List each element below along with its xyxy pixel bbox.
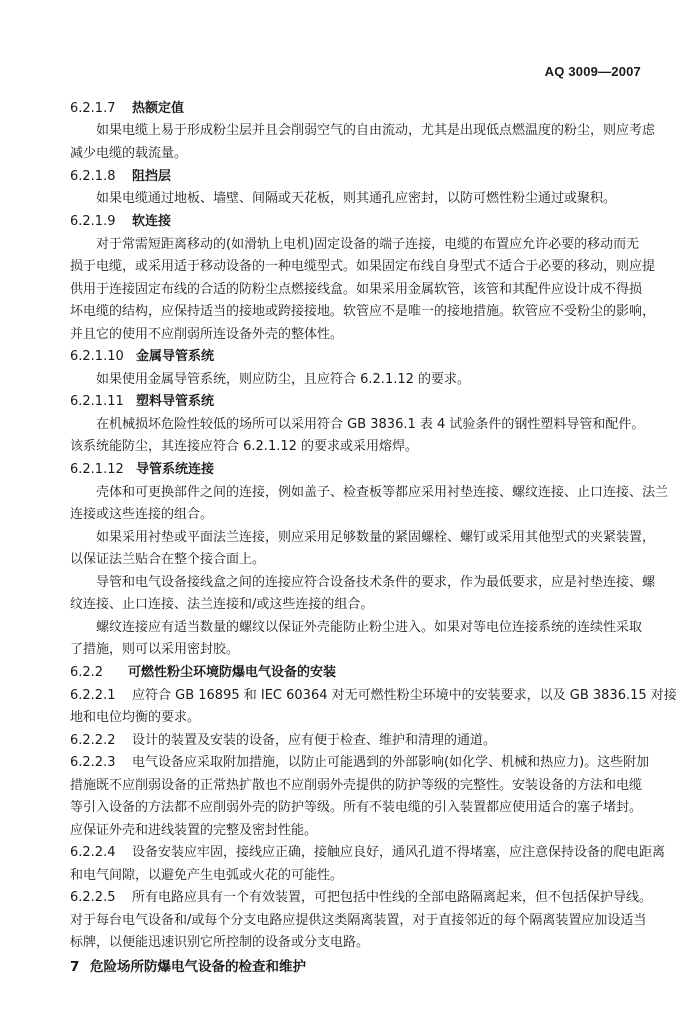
clause-title: 可燃性粉尘环境防爆电气设备的安装 [128,665,337,680]
clause-line [70,732,496,750]
text-line: 螺纹连接应有适当数量的螺纹以保证外壳能防止粉尘进入。如果对等电位连接系统的连续性采取 [96,620,643,635]
text-line: 纹连接、止口连接、法兰连接和/或这些连接的组合。 [70,597,374,612]
clause-title: 热额定值 [132,101,185,116]
clause-line [70,687,677,705]
clause-title: 阻挡层 [132,169,172,184]
chapter-heading [70,958,306,976]
section-heading [70,664,336,682]
clause-heading [70,393,214,411]
clause-number: 6.2.1.7 [70,101,116,116]
clause-title: 塑料导管系统 [136,394,215,409]
text-line: 对于每台电气设备和/或每个分支电路应提供这类隔离装置，对于直接邻近的每个隔离装置应加设适当 [70,913,647,928]
clause-line [70,889,652,907]
text-line: 如果电缆上易于形成粉尘层并且会削弱空气的自由流动，尤其是出现低点燃温度的粉尘，则应考虑 [96,123,656,138]
text-line: 等引入设备的方法都不应削弱外壳的防护等级。所有不装电缆的引入装置都应使用适合的塞子堵封。 [70,800,643,815]
clause-line [70,844,665,862]
clause-text: 电气设备应采取附加措施，以防止可能遇到的外部影响(如化学、机械和热应力)。这些附加 [132,755,650,770]
clause-text: 应符合 GB 16895 和 IEC 60364 对无可燃性粉尘环境中的安装要求，以及 GB 3836.15 对接 [132,688,677,703]
text-line: 标牌，以便能迅速识别它所控制的设备或分支电路。 [70,935,370,950]
text-line: 并且它的使用不应削弱所连设备外壳的整体性。 [70,327,344,342]
text-line: 供用于连接固定布线的合适的防粉尘点燃接线盒。如果采用金属软管，该管和其配件应设计成不得损 [70,282,643,297]
text-line: 如果采用衬垫或平面法兰连接，则应采用足够数量的紧固螺栓、螺钉或采用其他型式的夹紧装置， [96,530,656,545]
text-line: 损于电缆，或采用适于移动设备的一种电缆型式。如果固定布线自身型式不适合于必要的移动，则应提 [70,259,656,274]
text-line: 导管和电气设备接线盒之间的连接应符合设备技术条件的要求，作为最低要求，应是衬垫连接、螺 [96,575,656,590]
text-line: 对于常需短距离移动的(如滑轨上电机)固定设备的端子连接，电缆的布置应允许必要的移动而无 [96,237,640,252]
standard-code: AQ 3009—2007 [544,64,641,79]
chapter-title: 危险场所防爆电气设备的检查和维护 [90,959,306,975]
text-line: 在机械损坏危险性较低的场所可以采用符合 GB 3836.1 表 4 试验条件的钢性塑料导管和配件。 [96,417,645,432]
clause-line [70,754,649,772]
clause-heading [70,168,171,186]
chapter-number: 7 [70,959,80,975]
text-line: 壳体和可更换部件之间的连接，例如盖子、检查板等都应采用衬垫连接、螺纹连接、止口连接、法兰 [96,485,669,500]
clause-number: 6.2.2.4 [70,845,116,860]
clause-number: 6.2.2.5 [70,890,116,905]
text-line: 措施既不应削弱设备的正常热扩散也不应削弱外壳提供的防护等级的完整性。安装设备的方法和电缆 [70,778,643,793]
clause-title: 导管系统连接 [136,462,215,477]
clause-number: 6.2.1.12 [70,462,124,477]
text-line: 连接或这些连接的组合。 [70,507,214,522]
clause-number: 6.2.2.2 [70,733,116,748]
clause-number: 6.2.1.8 [70,169,116,184]
text-line: 以保证法兰贴合在整个接合面上。 [70,552,266,567]
text-line: 如果使用金属导管系统，则应防尘，且应符合 6.2.1.12 的要求。 [96,372,471,387]
clause-title: 软连接 [132,214,172,229]
clause-number: 6.2.2 [70,665,104,680]
clause-number: 6.2.1.10 [70,349,124,364]
clause-heading [70,213,171,231]
text-line: 如果电缆通过地板、墙壁、间隔或天花板，则其通孔应密封，以防可燃性粉尘通过或聚积。 [96,191,617,206]
clause-text: 所有电路应具有一个有效装置，可把包括中性线的全部电路隔离起来，但不包括保护导线。 [132,890,653,905]
text-line: 了措施，则可以采用密封胶。 [70,642,240,657]
text-line: 地和电位均衡的要求。 [70,710,201,725]
clause-number: 6.2.2.3 [70,755,116,770]
clause-heading [70,461,214,479]
text-line: 坏电缆的结构，应保持适当的接地或跨接接地。软管应不是唯一的接地措施。软管应不受粉尘的影响， [70,304,656,319]
clause-number: 6.2.2.1 [70,688,116,703]
text-line: 该系统能防尘，其连接应符合 6.2.1.12 的要求或采用熔焊。 [70,439,419,454]
clause-heading [70,100,184,118]
clause-number: 6.2.1.11 [70,394,124,409]
clause-text: 设备安装应牢固，接线应正确，接触应良好，通风孔道不得堵塞，应注意保持设备的爬电距离 [132,845,666,860]
clause-number: 6.2.1.9 [70,214,116,229]
clause-heading [70,348,214,366]
clause-text: 设计的装置及安装的设备，应有便于检查、维护和清理的通道。 [132,733,497,748]
clause-title: 金属导管系统 [136,349,215,364]
text-line: 减少电缆的载流量。 [70,146,188,161]
text-line: 应保证外壳和进线装置的完整及密封性能。 [70,823,318,838]
text-line: 和电气间隙，以避免产生电弧或火花的可能性。 [70,868,344,883]
